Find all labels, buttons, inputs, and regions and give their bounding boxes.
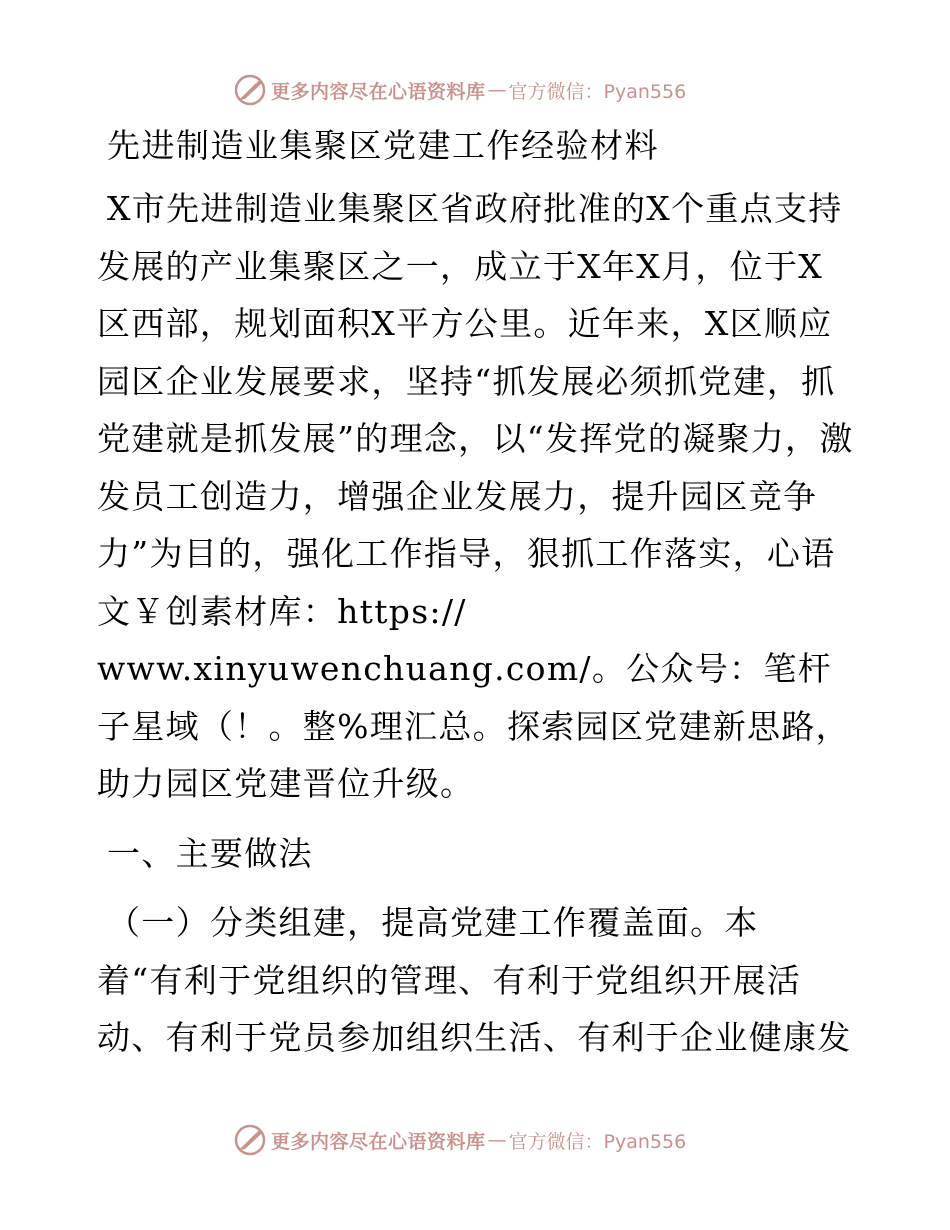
document-title: 先进制造业集聚区党建工作经验材料: [107, 126, 659, 165]
watermark-separator: —: [487, 1129, 507, 1151]
section-heading: 一、主要做法: [107, 833, 313, 873]
watermark-text: 更多内容尽在心语资料库: [271, 1130, 486, 1153]
watermark-wechat: 官方微信：Pyan556: [508, 80, 687, 103]
watermark-wechat: 官方微信：Pyan556: [508, 1130, 687, 1153]
watermark-header: [233, 72, 686, 108]
paragraph-body: 着“有利于党组织的管理、有利于党组织开展活动、有利于党员参加组织生活、有利于企业健康发: [97, 960, 852, 1057]
watermark-separator: —: [487, 79, 507, 101]
feather-pen-logo-icon: [233, 1123, 267, 1157]
paragraph-intro: X市先进制造业集聚区省政府批准的X个重点支持发展的产业集聚区之一，成立于X年X月，位于X区西部，规划面积X平方公里。近年来，X区顺应园区企业发展要求，坚持“抓发展必须抓党建，抓党建就是抓发展”的理念，以“发挥党的凝聚力，激发员工创造力，增强企业发展力，提升园区竞争力”为目的，强化工作指导，狠抓工作落实，心语文￥创素材库：https://: [97, 189, 854, 631]
feather-pen-logo-icon: [233, 73, 267, 107]
subsection-heading: （一）分类组建，提高党建工作覆盖面。本: [107, 903, 759, 942]
watermark-footer: [233, 1122, 686, 1158]
watermark-text: 更多内容尽在心语资料库: [271, 80, 486, 103]
paragraph-intro-continued: www.xinyuwenchuang.com/。公众号：笔杆子星域（！。整%理汇总。探索园区党建新思路，助力园区党建晋位升级。: [97, 649, 850, 803]
document-body: [97, 118, 857, 1067]
